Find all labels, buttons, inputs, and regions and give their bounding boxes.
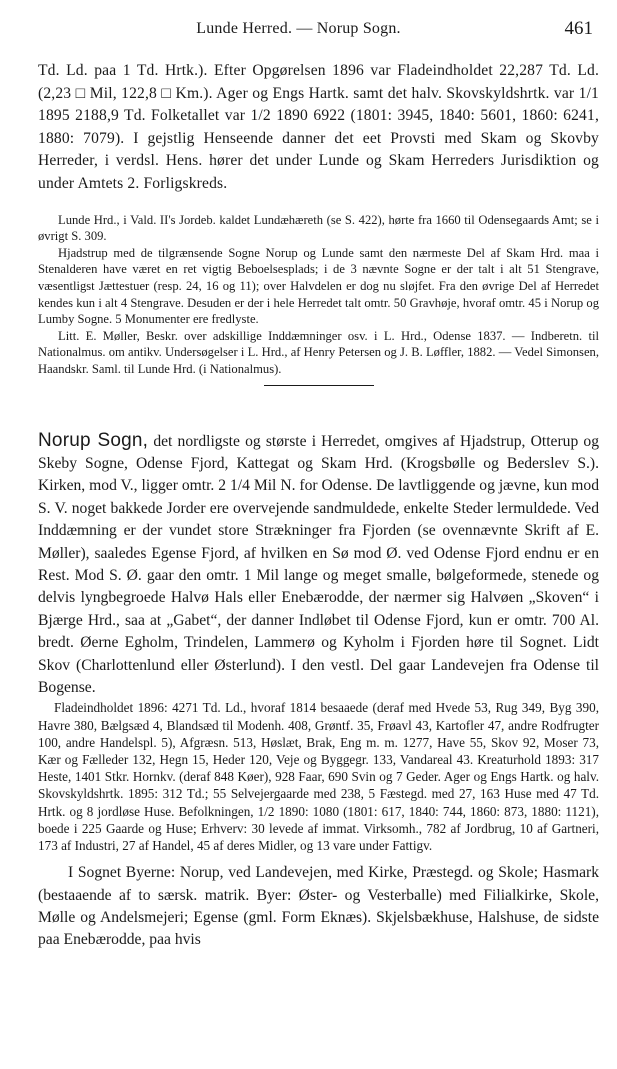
- running-head-title: Lunde Herred. — Norup Sogn.: [196, 20, 401, 37]
- norup-sogn-paragraph: [38, 430, 599, 700]
- villages-paragraph: I Sognet Byerne: Norup, ved Landevejen, med Kirke, Præstegd. og Skole; Hasmark (bestaaende af to særsk. matrik. Byer: Øster- og Vesterballe) med Filialkirke, Skole, Mølle og Andelsmejeri; Egense (gml. Form Eknæs). Skjelsbækhuse, Halshuse, de sidste paa Enebærodde, paa hvis: [38, 864, 599, 949]
- norup-sogn-body: det nordligste og største i Herredet, omgives af Hjadstrup, Otterup og Skeby Sogne, Odense Fjord, Kattegat og Skam Hrd. (Krogsbølle og Bederslev S.). Kirken, mod V., ligger omtr. 2 1/4 Mil N. for Odense. De lavtliggende og jævne, kun mod S. V. noget bakkede Jorder ere overvejende sandmuldede, enkelte Steder lermuldede. Ved Inddæmning er der vundet store Strækninger fra Fjorden (se ovennævnte Skrift af E. Møller), saaledes Egense Fjord, af hvilken en Sø mod Ø. ved Odense Fjord endnu er en Rest. Mod S. Ø. gaar den omtr. 1 Mil lange og meget smalle, bølgeformede, stenede og delvis lyngbegroede Halvø Hals eller Enebærodde, der nærmer sig Halvøen „Skoven“ i Bjærge Hrd., saa at „Gabet“, der danner Indløbet til Odense Fjord, kun er omtr. 700 Al. bredt. Øerne Egholm, Trindelen, Lammerø og Kyholm i Fjorden høre til Sognet. Lidt Skov (Charlottenlund eller Østerlund). I den vestl. Del gaar Landevejen fra Odense til Bogense.: [38, 432, 600, 696]
- section-divider: [264, 385, 374, 386]
- running-head: [38, 18, 599, 48]
- note-stone-age: Hjadstrup med de tilgrænsende Sogne Norup og Lunde samt den nærmeste Del af Skam Hrd. maa i Stenalderen have været en ret vigtig Beboelsesplads; i de 3 nævnte Sogne er der talt i alt 51 Stengrave, væsentligst Jættestuer (resp. 24, 16 og 11); over Halvdelen er dog nu sløjfet. Fra den øvrige Del af Herredet kendes kun i alt 4 Stengrave. Desuden er der i hele Herredet talt omtr. 50 Gravhøje, hvoraf omtr. 45 i Norup og Lumby Sogne. 5 Monumenter ere fredlyste.: [38, 245, 599, 327]
- page-number: 461: [564, 18, 593, 39]
- note-literature: Litt. E. Møller, Beskr. over adskillige Inddæmninger osv. i L. Hrd., Odense 1837. — Indberetn. til Nationalmus. om antikv. Undersøgelser i L. Hrd., af Henry Petersen og J. B. Løffler, 1882. — Vedel Simonsen, Haandskr. Saml. til Lunde Hrd. (i Nationalmus).: [38, 328, 599, 376]
- note-lunde-herred: Lunde Hrd., i Vald. II's Jordeb. kaldet Lundæhæreth (se S. 422), hørte fra 1660 til Odensegaards Amt; se i øvrigt S. 309.: [38, 212, 599, 244]
- statistics-paragraph: Fladeindholdet 1896: 4271 Td. Ld., hvoraf 1814 besaaede (deraf med Hvede 53, Rug 349, Byg 390, Havre 380, Bælgsæd 4, Blandsæd til Modenh. 408, Grøntf. 35, Frøavl 43, Kartofler 47, andre Rodfrugter 100, andre Handelspl. 5), Afgræsn. 513, Høslæt, Brak, Eng m. m. 1277, Have 55, Skov 92, Moser 73, Kær og Fælleder 132, Hegn 15, Heder 120, Veje og Byggegr. 133, Vandareal 43. Kreaturhold 1893: 317 Heste, 1401 Stkr. Hornkv. (deraf 848 Køer), 928 Faar, 690 Svin og 7 Geder. Ager og Engs Hartk. og halv. Skovskyldshrtk. 1895: 312 Td.; 55 Selvejergaarde med 238, 5 Fæstegd. med 27, 163 Huse med 47 Td. Hrtk. og 8 jordløse Huse. Befolkningen, 1/2 1890: 1080 (1801: 617, 1840: 744, 1860: 873, 1880: 1121), boede i 225 Gaarde og Huse; Erhverv: 30 levede af immat. Virksomh., 782 af Jordbrug, 10 af Gartneri, 173 af Industri, 27 af Handel, 45 af deres Midler, og 13 vare under Fattigv.: [38, 700, 599, 853]
- lead-paragraph: Td. Ld. paa 1 Td. Hrtk.). Efter Opgørelsen 1896 var Fladeindholdet 22,287 Td. Ld. (2,23 □ Mil, 122,8 □ Km.). Ager og Engs Hartk. samt det halv. Skovskyldshrtk. var 1/1 1895 2188,9 Td. Folketallet var 1/2 1890 6922 (1801: 3945, 1840: 5601, 1860: 6241, 1880: 7079). I gejstlig Henseende danner det eet Provsti med Skam og Skovby Herreder, i verdsl. Hens. hører det under Lunde og Skam Herreders Jurisdiktion og under Amtets 2. Forligskreds.: [38, 62, 599, 192]
- norup-sogn-heading: Norup Sogn,: [38, 429, 149, 451]
